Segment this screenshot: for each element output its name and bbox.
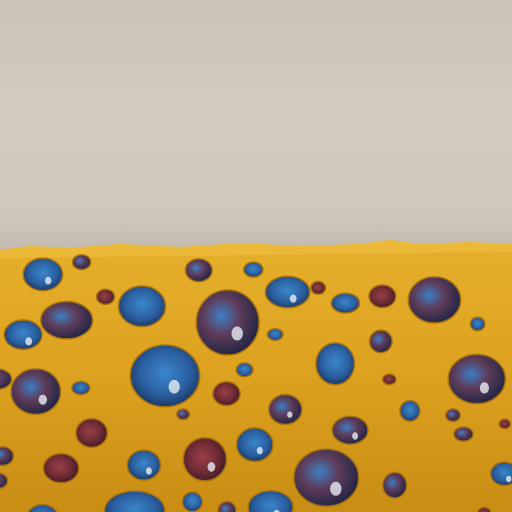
foam-hole <box>127 450 160 480</box>
foam-hole <box>267 329 283 341</box>
foam-hole <box>185 259 212 282</box>
foam-hole <box>311 282 326 295</box>
foam-hole <box>332 416 368 444</box>
foam-hole <box>218 502 236 512</box>
foam-hole <box>4 320 42 349</box>
foam-hole <box>400 401 420 422</box>
hole-highlight <box>290 295 297 303</box>
foam-hole <box>177 409 190 420</box>
hole-highlight <box>169 380 180 394</box>
foam-hole <box>97 289 115 304</box>
foam-hole <box>23 258 62 291</box>
foam-hole <box>183 492 203 512</box>
foam-hole <box>383 374 396 385</box>
foam-hole <box>0 447 14 466</box>
hole-highlight <box>25 337 32 345</box>
foam-hole <box>454 427 473 441</box>
foam-hole <box>370 330 393 353</box>
hole-highlight <box>232 327 243 341</box>
hole-highlight <box>45 277 51 285</box>
foam-hole <box>196 290 259 355</box>
foam-hole <box>265 276 309 308</box>
foam-hole <box>43 454 78 483</box>
foam-hole <box>73 255 91 270</box>
foam-hole <box>11 369 61 414</box>
foam-hole <box>41 302 93 339</box>
foam-hole <box>76 419 107 448</box>
foam-hole <box>72 381 90 394</box>
foam-hole <box>269 395 302 425</box>
foam-hole <box>448 354 505 403</box>
foam-hole <box>183 438 226 481</box>
hole-highlight <box>352 432 358 439</box>
foam-hole <box>499 419 510 429</box>
foam-hole <box>316 343 355 385</box>
foam-hole <box>213 382 240 406</box>
foam-hole <box>119 286 166 327</box>
foam-hole <box>408 277 460 323</box>
foam-hole <box>446 409 461 422</box>
foam-hole <box>369 285 396 308</box>
foam-hole <box>383 472 407 498</box>
hole-highlight <box>146 467 152 474</box>
hole-highlight <box>480 382 489 393</box>
foam-hole <box>237 428 273 462</box>
hole-highlight <box>287 411 292 417</box>
foam-hole <box>236 363 253 377</box>
hole-highlight <box>257 447 263 454</box>
foam-hole <box>294 449 359 506</box>
foam-hole <box>244 262 263 277</box>
foam-hole <box>331 293 359 313</box>
hole-highlight <box>208 462 216 472</box>
foam-hole <box>130 345 199 407</box>
foam-hole <box>470 317 485 331</box>
hole-highlight <box>39 395 47 405</box>
hole-highlight <box>330 482 341 496</box>
hole-highlight <box>506 476 511 483</box>
